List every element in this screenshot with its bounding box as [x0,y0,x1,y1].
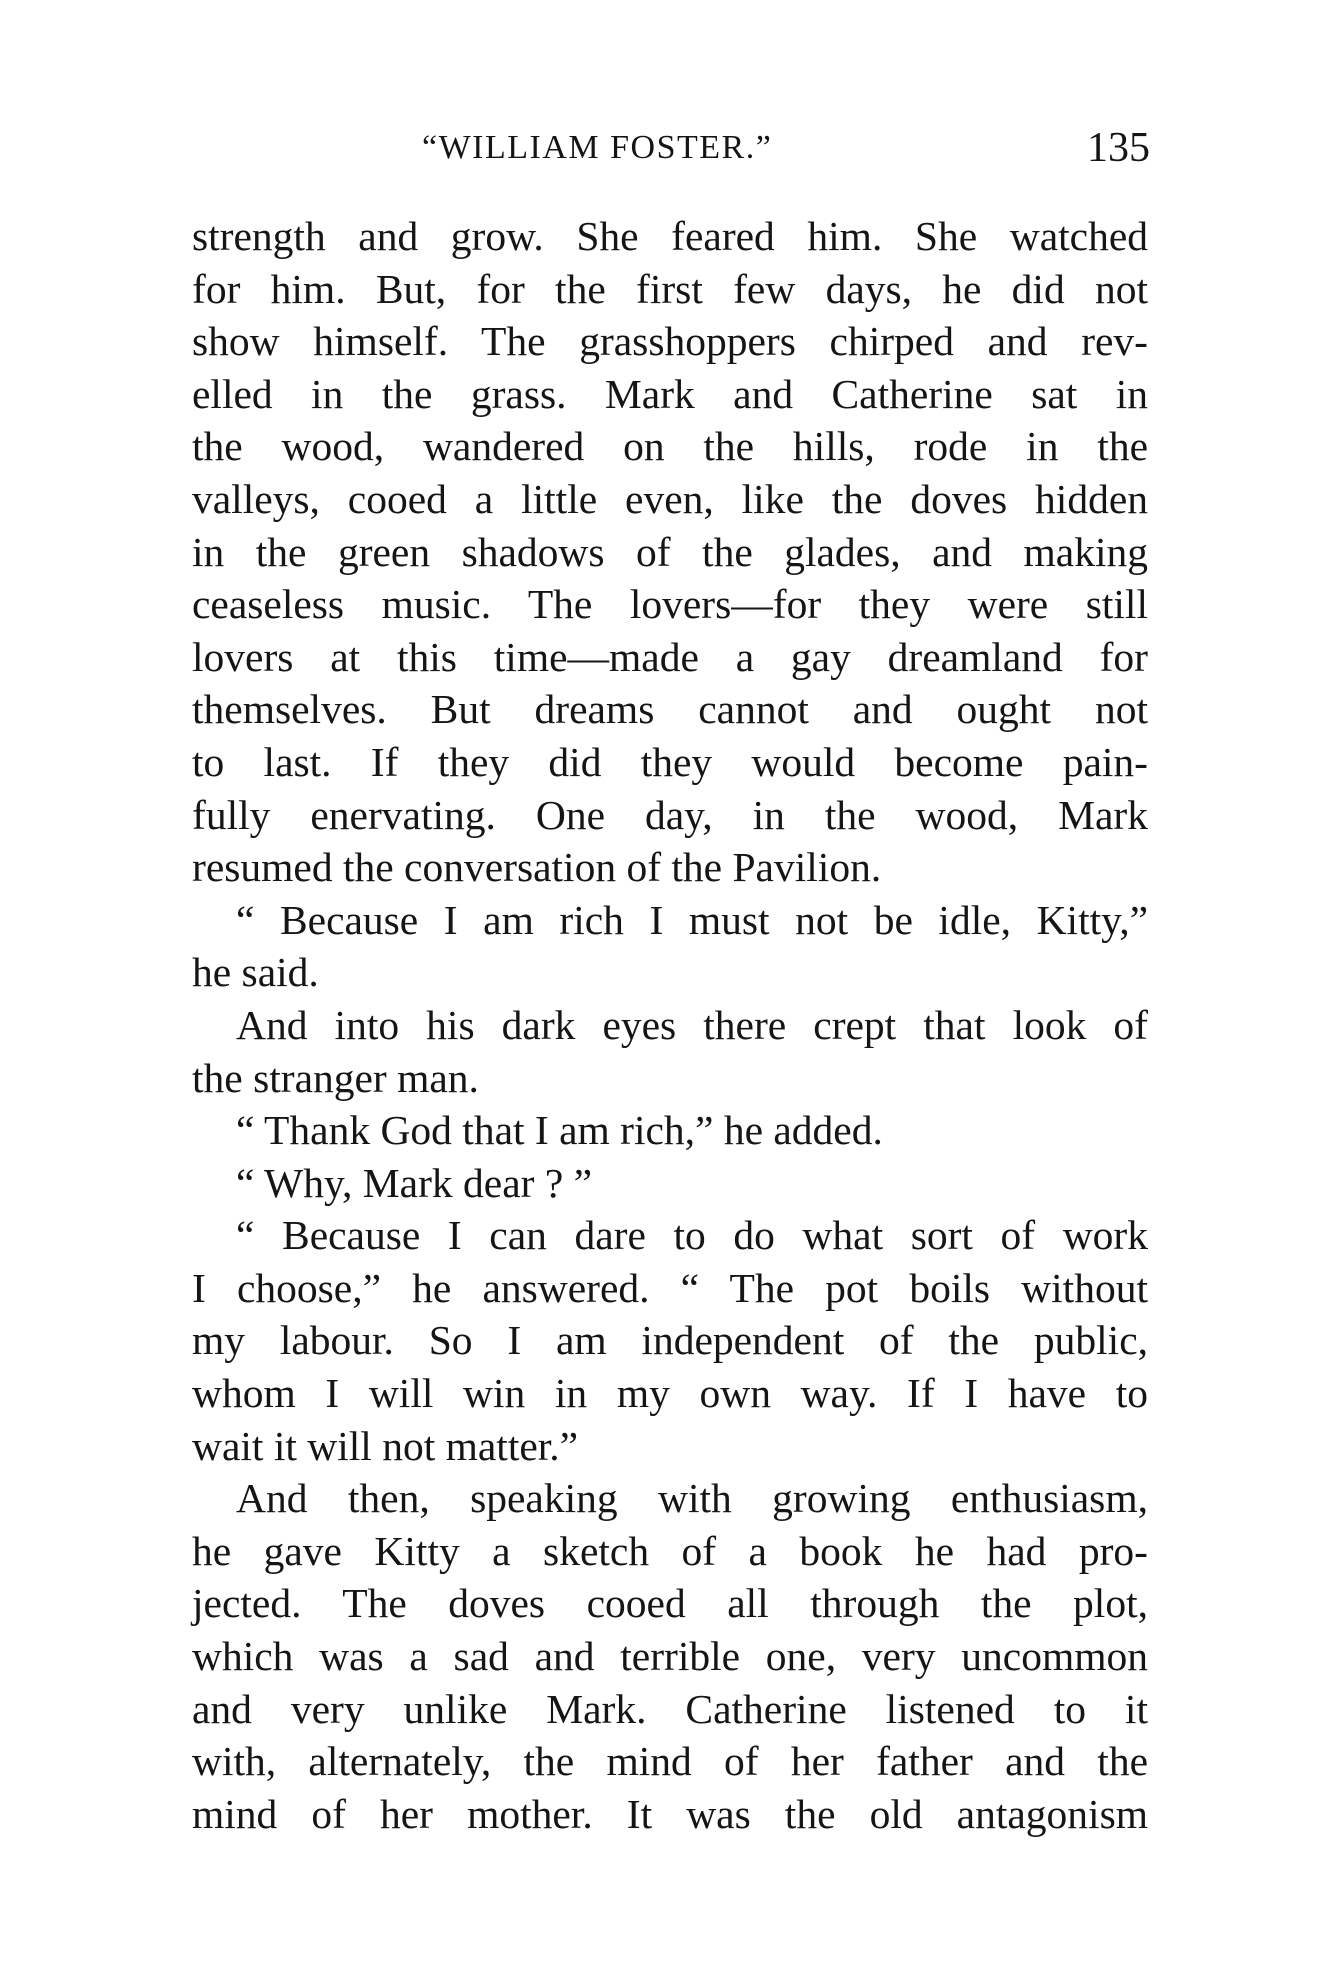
text-line: resumed the conversation of the Pavilion. [192,844,882,891]
text-line: my labour. So I am independent of the public, [192,1317,1148,1364]
text-line: themselves. But dreams cannot and ought not [192,686,1148,733]
text-line: for him. But, for the first few days, he did not [192,265,1148,312]
text-line: show himself. The grasshoppers chirped and rev- [192,318,1148,365]
text-line: he said. [192,949,319,996]
text-line: he gave Kitty a sketch of a book he had pro- [192,1527,1148,1574]
text-line: to last. If they did they would become pain- [192,738,1148,785]
text-line: strength and grow. She feared him. She watched [192,213,1148,259]
text-line: whom I will win in my own way. If I have to [192,1370,1148,1417]
text-line: in the green shadows of the glades, and making [192,528,1148,575]
text-line: I choose,” he answered. “ The pot boils without [192,1264,1148,1311]
text-line: “ Thank God that I am rich,” he added. [236,1107,883,1154]
text-line: the stranger man. [192,1054,479,1101]
page-number: 135 [1087,125,1150,171]
text-line: jected. The doves cooed all through the plot, [192,1580,1148,1627]
text-line: “ Because I can dare to do what sort of work [236,1212,1148,1259]
text-line: valleys, cooed a little even, like the doves hidden [192,475,1148,522]
text-line: And then, speaking with growing enthusiasm, [236,1475,1148,1522]
text-line: lovers at this time—made a gay dreamland for [192,633,1148,680]
text-line: which was a sad and terrible one, very uncommon [192,1633,1148,1680]
text-line: wait it will not matter.” [192,1422,579,1469]
running-head [190,118,1150,178]
text-line: the wood, wandered on the hills, rode in the [192,423,1148,470]
text-line: “ Why, Mark dear ? ” [236,1159,593,1206]
text-line: with, alternately, the mind of her father and the [192,1738,1148,1785]
text-line: ceaseless music. The lovers—for they were still [192,581,1148,628]
text-line: fully enervating. One day, in the wood, Mark [192,791,1148,838]
text-line: elled in the grass. Mark and Catherine sat in [192,370,1148,417]
text-line: mind of her mother. It was the old antagonism [192,1790,1148,1837]
text-line: “ Because I am rich I must not be idle, Kitty,” [236,896,1148,943]
text-line: and very unlike Mark. Catherine listened to it [192,1685,1148,1732]
text-line: And into his dark eyes there crept that look of [236,1001,1148,1048]
running-title: “WILLIAM FOSTER.” [422,129,773,166]
body-text [192,210,1148,1840]
